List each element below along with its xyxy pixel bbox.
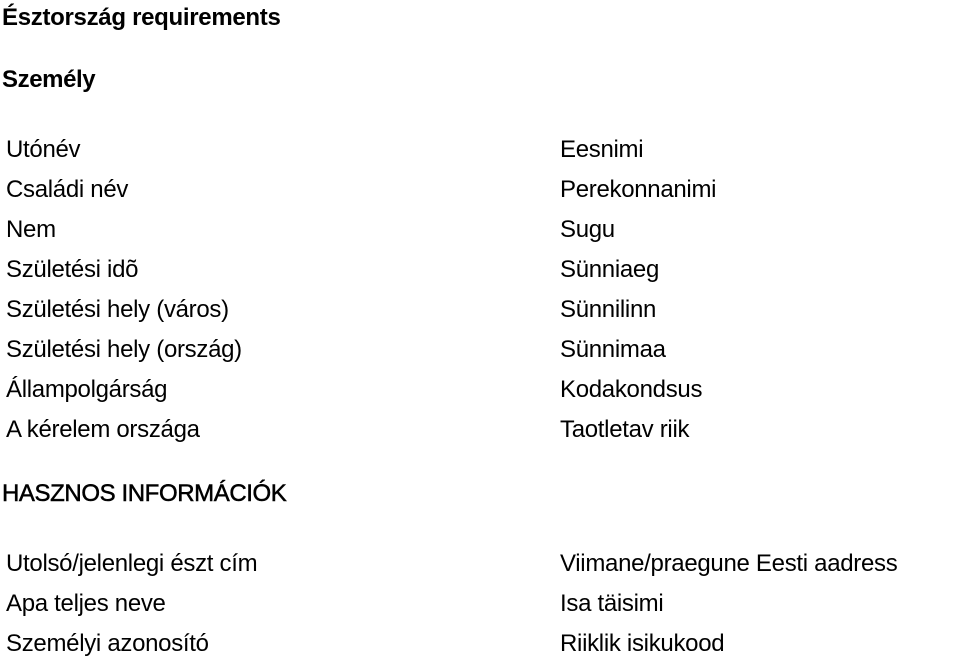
field-label-et: Kodakondsus (560, 376, 703, 403)
field-label-hu: Állampolgárság (6, 376, 168, 403)
field-label-hu: Nem (6, 216, 56, 243)
document-title: Észtország requirements (2, 4, 281, 31)
field-label-et: Perekonnanimi (560, 176, 717, 203)
field-label-et: Sugu (560, 216, 615, 243)
field-label-et: Taotletav riik (560, 416, 690, 443)
field-label-et: Sünnimaa (560, 336, 666, 363)
section-heading-useful-info: HASZNOS INFORMÁCIÓK (2, 480, 287, 507)
field-label-et: Sünnilinn (560, 296, 657, 323)
info-fields-estonian (560, 544, 897, 664)
field-label-hu: Születési hely (ország) (6, 336, 242, 363)
field-label-et: Isa täisimi (560, 590, 664, 617)
field-label-hu: Családi név (6, 176, 129, 203)
section-heading-person: Személy (2, 66, 96, 93)
field-label-hu: A kérelem országa (6, 416, 200, 443)
field-label-hu: Születési idõ (6, 256, 139, 283)
person-fields-estonian (560, 130, 716, 450)
field-label-hu: Utónév (6, 136, 81, 163)
field-label-hu: Személyi azonosító (6, 630, 209, 657)
field-label-et: Sünniaeg (560, 256, 660, 283)
field-label-hu: Apa teljes neve (6, 590, 166, 617)
field-label-hu: Utolsó/jelenlegi észt cím (6, 550, 258, 577)
info-fields-hungarian (6, 544, 257, 664)
field-label-hu: Születési hely (város) (6, 296, 229, 323)
field-label-et: Viimane/praegune Eesti aadress (560, 550, 898, 577)
field-label-et: Riiklik isikukood (560, 630, 725, 657)
field-label-et: Eesnimi (560, 136, 644, 163)
person-fields-hungarian (6, 130, 242, 450)
